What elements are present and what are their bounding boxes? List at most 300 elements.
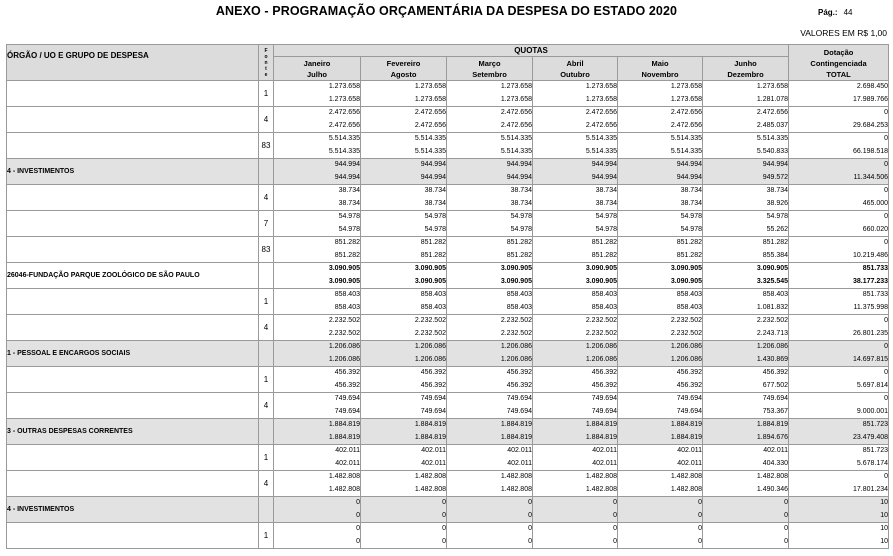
- value-second-half: 2.485.037: [756, 121, 789, 129]
- value-first-half: 456.392: [506, 369, 532, 376]
- quota-cell: [618, 315, 703, 341]
- value-first-half: 402.011: [507, 447, 532, 454]
- value-first-half: 1.273.658: [500, 83, 532, 90]
- value-second-half: 3.090.905: [328, 277, 360, 285]
- value-first-half: 5.514.335: [585, 135, 617, 142]
- value-first-half: 858.403: [676, 291, 702, 298]
- value-first-half: 0: [884, 161, 889, 168]
- fonte-cell: 7: [259, 211, 274, 237]
- value-first-half: 944.994: [334, 161, 360, 168]
- quota-cell: [703, 237, 789, 263]
- value-first-half: 0: [884, 343, 889, 350]
- value-first-half: 2.472.656: [328, 109, 360, 116]
- value-second-half: 858.403: [591, 303, 617, 311]
- value-second-half: 1.273.658: [670, 95, 702, 103]
- value-second-half: 0: [613, 537, 617, 545]
- value-first-half: 2.472.656: [500, 109, 532, 116]
- value-second-half: 5.697.814: [856, 381, 889, 389]
- value-second-half: 2.472.656: [585, 121, 617, 129]
- table-row: [7, 185, 889, 211]
- value-first-half: 54.978: [680, 213, 702, 220]
- quota-cell: [274, 263, 361, 289]
- dotacao-cell: [789, 341, 889, 367]
- value-second-half: 1.273.658: [585, 95, 617, 103]
- row-label: [7, 133, 259, 159]
- value-second-half: 38.177.233: [853, 277, 889, 285]
- table-row: [7, 237, 889, 263]
- value-second-half: 38.926: [766, 199, 789, 207]
- quota-cell: [361, 107, 447, 133]
- row-label: [7, 289, 259, 315]
- quota-cell: [618, 133, 703, 159]
- header-month-apr-oct: Abril Outubro: [533, 57, 618, 81]
- value-second-half: 2.472.656: [670, 121, 702, 129]
- value-first-half: 3.090.905: [585, 265, 617, 272]
- table-row: [7, 341, 889, 367]
- dotacao-cell: [789, 419, 889, 445]
- quota-cell: [274, 315, 361, 341]
- value-second-half: 1.206.086: [414, 355, 446, 363]
- fonte-cell: 1: [259, 289, 274, 315]
- quota-cell: [703, 341, 789, 367]
- value-second-half: 1.273.658: [500, 95, 532, 103]
- row-label: [7, 185, 259, 211]
- header-dotacao: Dotação Contingenciada TOTAL: [789, 45, 889, 81]
- table-row: [7, 523, 889, 549]
- quota-cell: [274, 289, 361, 315]
- value-first-half: 2.698.450: [856, 83, 889, 90]
- value-second-half: 0: [784, 511, 789, 519]
- value-second-half: 10: [880, 537, 889, 545]
- dotacao-cell: [789, 133, 889, 159]
- quota-cell: [274, 523, 361, 549]
- value-second-half: 1.884.819: [585, 433, 617, 441]
- value-first-half: 0: [528, 525, 532, 532]
- table-row: [7, 497, 889, 523]
- quota-cell: [361, 263, 447, 289]
- value-second-half: 456.392: [420, 381, 446, 389]
- value-first-half: 2.472.656: [585, 109, 617, 116]
- value-second-half: 3.090.905: [670, 277, 702, 285]
- value-first-half: 38.734: [424, 187, 446, 194]
- dotacao-cell: [789, 445, 889, 471]
- quota-cell: [533, 263, 618, 289]
- value-second-half: 402.011: [421, 459, 446, 467]
- row-label: [7, 211, 259, 237]
- value-first-half: 851.733: [862, 291, 889, 298]
- value-second-half: 55.262: [766, 225, 789, 233]
- value-second-half: 38.734: [424, 199, 446, 207]
- quota-cell: [447, 237, 533, 263]
- quota-cell: [703, 185, 789, 211]
- value-first-half: 0: [442, 525, 446, 532]
- value-second-half: 3.325.545: [756, 277, 789, 285]
- row-label: [7, 471, 259, 497]
- value-first-half: 1.273.658: [414, 83, 446, 90]
- row-label: 1 - PESSOAL E ENCARGOS SOCIAIS: [7, 341, 259, 367]
- value-first-half: 0: [884, 213, 889, 220]
- quota-cell: [447, 185, 533, 211]
- value-first-half: 749.694: [762, 395, 789, 402]
- header-quotas: QUOTAS: [274, 45, 789, 57]
- quota-cell: [361, 393, 447, 419]
- quota-cell: [618, 367, 703, 393]
- value-second-half: 855.384: [762, 251, 789, 259]
- quota-cell: [447, 263, 533, 289]
- value-second-half: 749.694: [506, 407, 532, 415]
- value-first-half: 858.403: [334, 291, 360, 298]
- quota-cell: [361, 445, 447, 471]
- value-second-half: 456.392: [334, 381, 360, 389]
- value-first-half: 858.403: [762, 291, 789, 298]
- quota-cell: [703, 523, 789, 549]
- row-label: [7, 81, 259, 107]
- row-label: [7, 367, 259, 393]
- value-second-half: 944.994: [676, 173, 702, 181]
- quota-cell: [618, 497, 703, 523]
- value-first-half: 0: [884, 135, 889, 142]
- quota-cell: [274, 497, 361, 523]
- fonte-cell: 4: [259, 471, 274, 497]
- quota-cell: [361, 237, 447, 263]
- value-first-half: 456.392: [762, 369, 789, 376]
- header-fonte: F o n t e: [259, 45, 274, 81]
- value-first-half: 402.011: [677, 447, 702, 454]
- value-second-half: 2.232.502: [414, 329, 446, 337]
- quota-cell: [274, 133, 361, 159]
- quota-cell: [618, 419, 703, 445]
- quota-cell: [533, 471, 618, 497]
- value-second-half: 1.430.869: [756, 355, 789, 363]
- value-first-half: 749.694: [676, 395, 702, 402]
- value-second-half: 14.697.815: [853, 355, 889, 363]
- value-second-half: 5.678.174: [856, 459, 889, 467]
- value-first-half: 944.994: [591, 161, 617, 168]
- value-first-half: 3.090.905: [500, 265, 532, 272]
- value-first-half: 749.694: [420, 395, 446, 402]
- quota-cell: [274, 445, 361, 471]
- value-second-half: 749.694: [676, 407, 702, 415]
- value-second-half: 11.375.998: [853, 303, 889, 311]
- value-first-half: 1.884.819: [500, 421, 532, 428]
- value-first-half: 0: [884, 395, 889, 402]
- dotacao-cell: [789, 497, 889, 523]
- quota-cell: [274, 393, 361, 419]
- value-second-half: 851.282: [506, 251, 532, 259]
- value-second-half: 851.282: [591, 251, 617, 259]
- value-first-half: 1.884.819: [756, 421, 789, 428]
- quota-cell: [533, 497, 618, 523]
- quota-cell: [703, 393, 789, 419]
- value-first-half: 749.694: [334, 395, 360, 402]
- quota-cell: [618, 185, 703, 211]
- quota-cell: [618, 393, 703, 419]
- quota-cell: [447, 445, 533, 471]
- quota-cell: [447, 289, 533, 315]
- value-first-half: 456.392: [676, 369, 702, 376]
- quota-cell: [533, 289, 618, 315]
- row-label: 3 - OUTRAS DESPESAS CORRENTES: [7, 419, 259, 445]
- value-first-half: 38.734: [595, 187, 617, 194]
- quota-cell: [533, 159, 618, 185]
- quota-cell: [533, 237, 618, 263]
- quota-cell: [703, 445, 789, 471]
- quota-cell: [447, 159, 533, 185]
- value-second-half: 456.392: [591, 381, 617, 389]
- fonte-cell: 1: [259, 445, 274, 471]
- quota-cell: [533, 523, 618, 549]
- value-second-half: 0: [356, 511, 360, 519]
- quota-cell: [533, 211, 618, 237]
- value-second-half: 54.978: [680, 225, 702, 233]
- value-first-half: 1.884.819: [670, 421, 702, 428]
- value-first-half: 0: [784, 499, 789, 506]
- value-second-half: 29.684.253: [853, 121, 889, 129]
- value-first-half: 1.206.086: [756, 343, 789, 350]
- value-first-half: 1.482.808: [670, 473, 702, 480]
- budget-table: [6, 44, 889, 549]
- value-first-half: 1.273.658: [585, 83, 617, 90]
- quota-cell: [274, 341, 361, 367]
- value-second-half: 1.482.808: [670, 485, 702, 493]
- quota-cell: [447, 81, 533, 107]
- dotacao-cell: [789, 471, 889, 497]
- table-row: [7, 211, 889, 237]
- value-second-half: 3.090.905: [585, 277, 617, 285]
- dotacao-cell: [789, 367, 889, 393]
- value-first-half: 456.392: [591, 369, 617, 376]
- quota-cell: [533, 315, 618, 341]
- value-first-half: 2.232.502: [414, 317, 446, 324]
- value-first-half: 0: [613, 499, 617, 506]
- quota-cell: [274, 159, 361, 185]
- quota-cell: [703, 263, 789, 289]
- value-second-half: 2.243.713: [756, 329, 789, 337]
- value-second-half: 5.514.335: [670, 147, 702, 155]
- value-first-half: 456.392: [334, 369, 360, 376]
- value-second-half: 402.011: [335, 459, 360, 467]
- value-first-half: 858.403: [420, 291, 446, 298]
- dotacao-cell: [789, 159, 889, 185]
- value-second-half: 2.232.502: [585, 329, 617, 337]
- value-second-half: 23.479.408: [853, 433, 889, 441]
- header-month-mar-sep: Março Setembro: [447, 57, 533, 81]
- value-second-half: 0: [698, 537, 702, 545]
- quota-cell: [447, 133, 533, 159]
- quota-cell: [274, 367, 361, 393]
- value-second-half: 456.392: [676, 381, 702, 389]
- value-second-half: 949.572: [762, 173, 789, 181]
- value-second-half: 944.994: [506, 173, 532, 181]
- quota-cell: [447, 393, 533, 419]
- value-first-half: 1.482.808: [414, 473, 446, 480]
- value-second-half: 1.273.658: [328, 95, 360, 103]
- value-first-half: 5.514.335: [756, 135, 789, 142]
- header-month-jun-dec: Junho Dezembro: [703, 57, 789, 81]
- quota-cell: [447, 107, 533, 133]
- value-second-half: 0: [356, 537, 360, 545]
- quota-cell: [533, 341, 618, 367]
- row-label: [7, 393, 259, 419]
- header-orgao: ÓRGÃO / UO E GRUPO DE DESPESA: [7, 45, 259, 81]
- value-first-half: 1.273.658: [670, 83, 702, 90]
- value-second-half: 0: [528, 537, 532, 545]
- value-second-half: 749.694: [591, 407, 617, 415]
- quota-cell: [703, 289, 789, 315]
- quota-cell: [533, 419, 618, 445]
- fonte-cell: 83: [259, 237, 274, 263]
- value-first-half: 1.884.819: [414, 421, 446, 428]
- value-first-half: 3.090.905: [328, 265, 360, 272]
- quota-cell: [361, 159, 447, 185]
- value-first-half: 2.472.656: [670, 109, 702, 116]
- value-first-half: 0: [884, 317, 889, 324]
- value-second-half: 465.000: [862, 199, 889, 207]
- value-first-half: 0: [698, 525, 702, 532]
- value-second-half: 66.198.518: [853, 147, 889, 155]
- currency-note: VALORES EM R$ 1,00: [800, 28, 887, 38]
- dotacao-cell: [789, 237, 889, 263]
- value-first-half: 456.392: [420, 369, 446, 376]
- quota-cell: [618, 471, 703, 497]
- value-first-half: 851.282: [676, 239, 702, 246]
- quota-cell: [703, 133, 789, 159]
- value-second-half: 402.011: [592, 459, 617, 467]
- quota-cell: [618, 107, 703, 133]
- value-second-half: 1.273.658: [414, 95, 446, 103]
- quota-cell: [361, 419, 447, 445]
- value-first-half: 54.978: [510, 213, 532, 220]
- quota-cell: [361, 341, 447, 367]
- dotacao-cell: [789, 107, 889, 133]
- value-first-half: 0: [356, 525, 360, 532]
- quota-cell: [703, 419, 789, 445]
- header-month-may-nov: Maio Novembro: [618, 57, 703, 81]
- quota-cell: [274, 107, 361, 133]
- value-second-half: 5.514.335: [414, 147, 446, 155]
- page-indicator: [818, 8, 852, 17]
- quota-cell: [533, 81, 618, 107]
- value-second-half: 38.734: [338, 199, 360, 207]
- quota-cell: [533, 133, 618, 159]
- table-row: [7, 133, 889, 159]
- quota-cell: [274, 237, 361, 263]
- quota-cell: [618, 263, 703, 289]
- value-second-half: 660.020: [862, 225, 889, 233]
- dotacao-cell: [789, 289, 889, 315]
- value-first-half: 5.514.335: [500, 135, 532, 142]
- quota-cell: [703, 159, 789, 185]
- value-second-half: 3.090.905: [500, 277, 532, 285]
- value-second-half: 38.734: [510, 199, 532, 207]
- fonte-cell: [259, 419, 274, 445]
- quota-cell: [361, 367, 447, 393]
- fonte-cell: 83: [259, 133, 274, 159]
- value-first-half: 402.011: [763, 447, 789, 454]
- value-first-half: 0: [784, 525, 789, 532]
- value-second-half: 10.219.486: [853, 251, 889, 259]
- value-first-half: 944.994: [762, 161, 789, 168]
- value-first-half: 10: [880, 499, 889, 506]
- row-label: [7, 107, 259, 133]
- value-second-half: 54.978: [510, 225, 532, 233]
- quota-cell: [361, 315, 447, 341]
- value-first-half: 1.206.086: [328, 343, 360, 350]
- value-first-half: 1.206.086: [414, 343, 446, 350]
- value-first-half: 851.282: [591, 239, 617, 246]
- value-first-half: 0: [884, 109, 889, 116]
- quota-cell: [618, 211, 703, 237]
- value-first-half: 1.206.086: [500, 343, 532, 350]
- value-second-half: 749.694: [420, 407, 446, 415]
- value-first-half: 0: [884, 187, 889, 194]
- table-body: [7, 81, 889, 549]
- table-row: [7, 289, 889, 315]
- dotacao-cell: [789, 185, 889, 211]
- value-first-half: 10: [880, 525, 889, 532]
- report-title: ANEXO - PROGRAMAÇÃO ORÇAMENTÁRIA DA DESPESA DO ESTADO 2020: [215, 4, 678, 18]
- value-first-half: 0: [698, 499, 702, 506]
- value-second-half: 1.884.819: [670, 433, 702, 441]
- value-second-half: 54.978: [338, 225, 360, 233]
- value-first-half: 38.734: [338, 187, 360, 194]
- value-first-half: 38.734: [766, 187, 789, 194]
- value-second-half: 402.011: [507, 459, 532, 467]
- value-first-half: 3.090.905: [414, 265, 446, 272]
- value-first-half: 38.734: [510, 187, 532, 194]
- value-first-half: 0: [356, 499, 360, 506]
- value-second-half: 1.081.832: [756, 303, 789, 311]
- quota-cell: [618, 159, 703, 185]
- fonte-cell: [259, 497, 274, 523]
- value-first-half: 944.994: [676, 161, 702, 168]
- value-second-half: 944.994: [334, 173, 360, 181]
- value-second-half: 1.206.086: [328, 355, 360, 363]
- quota-cell: [533, 367, 618, 393]
- quota-cell: [703, 81, 789, 107]
- quota-cell: [274, 185, 361, 211]
- quota-cell: [618, 237, 703, 263]
- quota-cell: [274, 81, 361, 107]
- quota-cell: [361, 471, 447, 497]
- value-first-half: 0: [442, 499, 446, 506]
- value-second-half: 0: [784, 537, 789, 545]
- value-second-half: 0: [442, 537, 446, 545]
- header-month-jan-jul: Janeiro Julho: [274, 57, 361, 81]
- value-second-half: 1.894.676: [756, 433, 789, 441]
- value-first-half: 0: [528, 499, 532, 506]
- dotacao-cell: [789, 315, 889, 341]
- value-second-half: 38.734: [680, 199, 702, 207]
- value-second-half: 1.884.819: [500, 433, 532, 441]
- quota-cell: [361, 133, 447, 159]
- value-first-half: 851.723: [862, 421, 889, 428]
- quota-cell: [703, 497, 789, 523]
- value-first-half: 858.403: [591, 291, 617, 298]
- value-first-half: 5.514.335: [414, 135, 446, 142]
- value-second-half: 1.281.078: [756, 95, 789, 103]
- page-number: 44: [843, 8, 853, 17]
- value-second-half: 858.403: [420, 303, 446, 311]
- quota-cell: [361, 289, 447, 315]
- value-second-half: 2.472.656: [500, 121, 532, 129]
- fonte-cell: 4: [259, 185, 274, 211]
- value-second-half: 1.482.808: [414, 485, 446, 493]
- value-second-half: 858.403: [506, 303, 532, 311]
- row-label: [7, 315, 259, 341]
- value-second-half: 1.206.086: [500, 355, 532, 363]
- value-first-half: 1.273.658: [756, 83, 789, 90]
